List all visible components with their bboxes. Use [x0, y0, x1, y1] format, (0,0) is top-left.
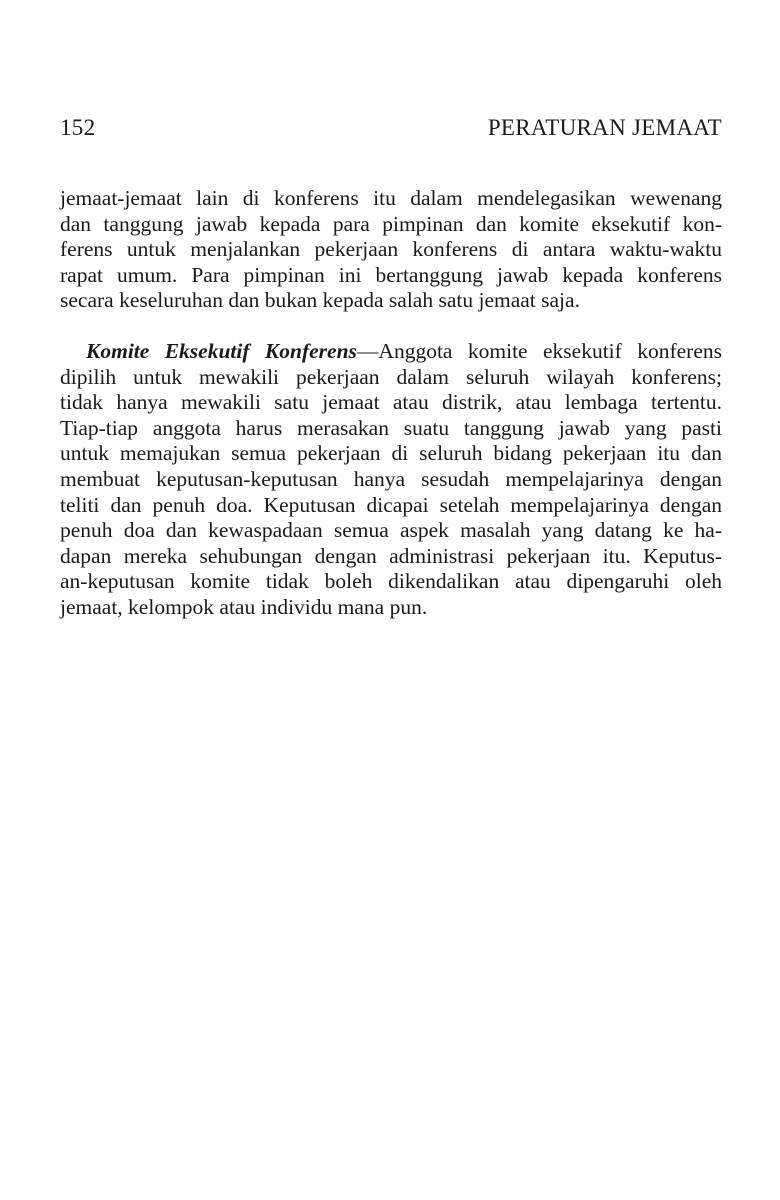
text-line: untuk memajukan semua pekerjaan di seluruh bidang pekerjaan itu dan [60, 441, 722, 466]
paragraph-continuation [60, 186, 722, 314]
book-page [60, 112, 722, 621]
text-line: dipilih untuk mewakili pekerjaan dalam seluruh wilayah konferens; [60, 364, 722, 389]
text-line: dapan mereka sehubungan dengan administrasi pekerjaan itu. Keputus- [60, 543, 722, 568]
page-number: 152 [60, 115, 96, 140]
text-line: tidak hanya mewakili satu jemaat atau distrik, atau lembaga tertentu. [60, 390, 722, 415]
text-line: secara keseluruhan dan bukan kepada salah satu jemaat saja. [60, 288, 580, 313]
text-line: rapat umum. Para pimpinan ini bertanggung jawab kepada konferens [60, 262, 722, 287]
text-line: jemaat, kelompok atau individu mana pun. [60, 594, 428, 619]
running-title: PERATURAN JEMAAT [487, 115, 722, 140]
text-line: ferens untuk menjalankan pekerjaan konferens di antara waktu-waktu [60, 237, 722, 262]
text-line-first [60, 339, 722, 365]
paragraph-executive-committee [60, 339, 722, 621]
body-text [60, 186, 722, 621]
running-header [60, 112, 722, 144]
text-line: teliti dan penuh doa. Keputusan dicapai setelah mempelajarinya dengan [60, 492, 722, 517]
run-in-heading: Komite Eksekutif Konferens [86, 338, 357, 363]
text-line: an-keputusan komite tidak boleh dikendalikan atau dipengaruhi oleh [60, 569, 722, 594]
text-line: Tiap-tiap anggota harus merasakan suatu tanggung jawab yang pasti [60, 415, 722, 440]
text-line: membuat keputusan-keputusan hanya sesudah mempelajarinya dengan [60, 466, 722, 491]
text-line: dan tanggung jawab kepada para pimpinan dan komite eksekutif kon- [60, 211, 722, 236]
text-line: penuh doa dan kewaspadaan semua aspek masalah yang datang ke ha- [60, 518, 722, 543]
text-line: jemaat-jemaat lain di konferens itu dalam mendelegasikan wewenang [60, 186, 722, 210]
first-line-text: —Anggota komite eksekutif konferens [356, 338, 722, 363]
